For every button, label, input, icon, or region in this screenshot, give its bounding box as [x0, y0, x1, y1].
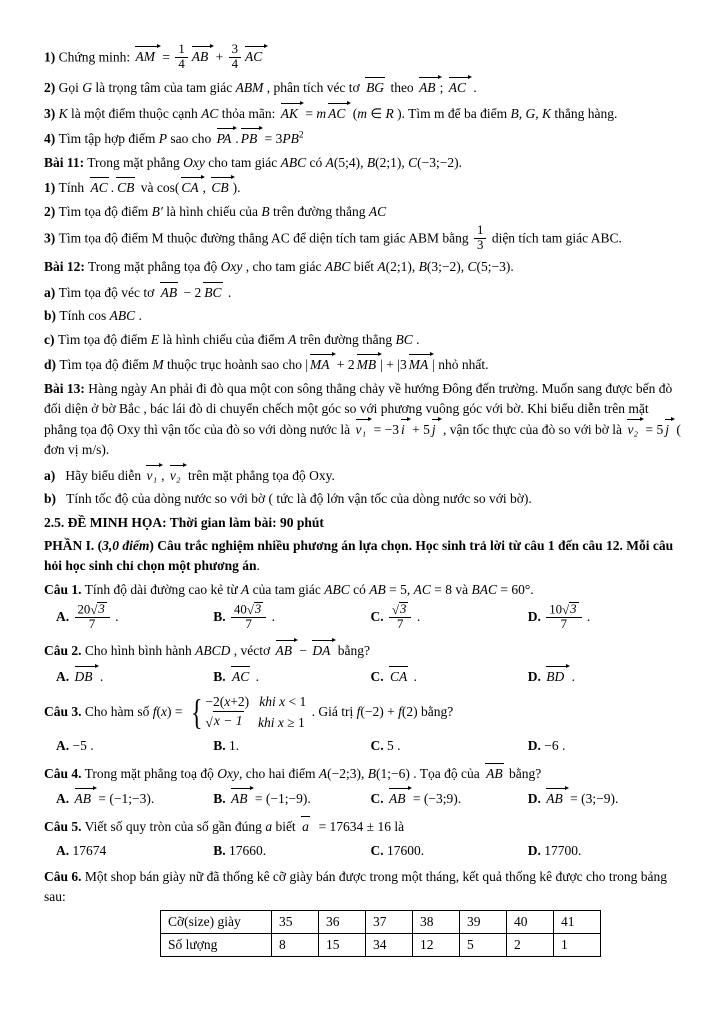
statement-1: 1) Chứng minh: AM = $\frac{1}{4}$ AB + $\frac{3}{4}$ AC: [44, 44, 685, 73]
cau1-options: [44, 603, 685, 633]
answer-option: C. 5 .: [370, 737, 401, 753]
bai11-q1: 1) Tính AC . CB và cos( CA , CB ).: [44, 176, 685, 198]
cau2-question: Câu 2. Cho hình bình hành ABCD , véctơ AB − DA bằng?: [44, 639, 685, 661]
table-cell: 37: [366, 911, 413, 934]
bai12-d: d) Tìm tọa độ điểm M thuộc trục hoành sao cho | MA + 2 MB | + |3 MA | nhỏ nhất.: [44, 353, 685, 375]
table-cell: 40: [507, 911, 554, 934]
table-cell: 38: [413, 911, 460, 934]
answer-option: B. 17660.: [213, 842, 267, 858]
table-cell: 15: [319, 934, 366, 957]
cau1-question: Câu 1. Tính độ dài đường cao kẻ từ A của tam giác ABC có AB = 5, AC = 8 và BAC = 60°.: [44, 581, 534, 597]
table-cell: 8: [272, 934, 319, 957]
de-minh-hoa-heading: 2.5. ĐỀ MINH HỌA: Thời gian làm bài: 90 phút: [44, 514, 324, 530]
answer-option: A. AB = (−1;−3).: [56, 787, 213, 809]
bai11-q3: 3) Tìm tọa độ điểm M thuộc đường thẳng AC để diện tích tam giác ABM bằng $\frac{1}{3}$ diện tích tam giác ABC.: [44, 223, 622, 252]
answer-option: C. 17600.: [370, 842, 425, 858]
bai12-a: a) Tìm tọa độ véc tơ AB − 2 BC .: [44, 281, 685, 303]
table-cell: 34: [366, 934, 413, 957]
cau4-options: [44, 787, 685, 809]
bai11-q2: 2) Tìm tọa độ điểm B′ là hình chiếu của B trên đường thẳng AC: [44, 203, 387, 219]
bai12-c: c) Tìm tọa độ điểm E là hình chiếu của điểm A trên đường thẳng BC .: [44, 331, 420, 347]
table-cell: 41: [554, 911, 601, 934]
table-row: [161, 911, 601, 934]
statement-4: 4) Tìm tập hợp điểm P sao cho PA . PB = $3PB^2$: [44, 127, 685, 149]
cau5-options: [44, 841, 685, 861]
answer-option: D. −6 .: [527, 737, 566, 753]
cau2-options: [44, 665, 685, 687]
answer-option: B. AC .: [213, 665, 370, 687]
cau5-question: Câu 5. Viết số quy tròn của số gần đúng a biết a = 17634 ± 16 là: [44, 815, 685, 837]
answer-option: A. 17674: [56, 842, 107, 858]
cau4-question: Câu 4. Trong mặt phẳng toạ độ Oxy, cho hai điểm A(−2;3), B(1;−6) . Tọa độ của AB bằng?: [44, 762, 685, 784]
cau6-size-table: [160, 910, 685, 957]
answer-option: B. AB = (−1;−9).: [213, 787, 370, 809]
table-cell: 5: [460, 934, 507, 957]
table-row: [161, 934, 601, 957]
table-cell: 36: [319, 911, 366, 934]
cau3-question: Câu 3. Cho hàm số f(x) = { −2(x+2) khi x < 1 √ x − 1 khi x ≥ 1 . Giá trị f(−2) + f(2) bằng?: [44, 692, 454, 733]
answer-option: D. BD .: [528, 665, 685, 687]
answer-option: C. √ 3 7 .: [370, 602, 421, 632]
bai13-a: a) Hãy biểu diễn v₁ , v₂ trên mặt phẳng tọa độ Oxy.: [44, 464, 685, 486]
bai12-intro: Bài 12: Trong mặt phẳng tọa độ Oxy , cho tam giác ABC biết A(2;1), B(3;−2), C(5;−3).: [44, 259, 514, 275]
bai13-b: b) Tính tốc độ của dòng nước so với bờ ( tức là độ lớn vận tốc của dòng nước so với bờ).: [44, 491, 532, 507]
answer-option: A. DB .: [56, 665, 213, 687]
answer-option: D. 10 √ 3 7 .: [527, 602, 591, 632]
bai13-intro: Bài 13: Hàng ngày An phải đi đò qua một con sông thẳng chảy về hướng Đông đến trường. Muốn sang được bến đò đối diện ở bờ Bắc , bác lái đò di chuyển chếch một góc so với phương vuông góc với bờ. Khi biểu diễn trên mặt phẳng tọa độ Oxy thì vận tốc của đò so với dòng nước là v₁ = −3 i + 5 j , vận tốc thực của đò so với bờ là v₂ = 5 j ( đơn vị m/s).: [44, 380, 681, 458]
cau6-question: Câu 6. Một shop bán giày nữ đã thống kê cỡ giày bán được trong một tháng, kết quả thống kê được cho trong bảng sau:: [44, 868, 668, 904]
statement-3: 3) K là một điểm thuộc cạnh AC thỏa mãn: AK = m AC (m ∈ R ). Tìm m để ba điểm B, G, K thẳng hàng.: [44, 102, 685, 124]
answer-option: B. 1.: [213, 737, 240, 753]
bai11-intro: Bài 11: Trong mặt phẳng Oxy cho tam giác ABC có A(5;4), B(2;1), C(−3;−2).: [44, 154, 462, 170]
document-body: [44, 44, 685, 957]
table-cell: 1: [554, 934, 601, 957]
answer-option: D. AB = (3;−9).: [528, 787, 685, 809]
bai12-b: b) Tính cos ABC .: [44, 308, 142, 324]
table-cell: Cỡ(size) giày: [161, 911, 272, 934]
table-cell: 2: [507, 934, 554, 957]
phan1-heading: PHẦN I. (3,0 điểm) Câu trắc nghiệm nhiều phương án lựa chọn. Học sinh trả lời từ câu 1 đến câu 12. Mỗi câu hỏi học sinh chỉ chọn một phương án.: [44, 538, 674, 574]
table-cell: 12: [413, 934, 460, 957]
table-cell: 39: [460, 911, 507, 934]
answer-option: D. 17700.: [527, 842, 582, 858]
cau3-options: [44, 736, 685, 756]
table-cell: 35: [272, 911, 319, 934]
answer-option: B. 40 √ 3 7 .: [213, 602, 276, 632]
answer-option: A. −5 .: [56, 737, 94, 753]
table-cell: Số lượng: [161, 934, 272, 957]
answer-option: C. CA .: [371, 665, 528, 687]
statement-2: 2) Gọi G là trọng tâm của tam giác ABM , phân tích véc tơ BG theo AB ; AC .: [44, 76, 685, 98]
answer-option: A. 20 √ 3 7 .: [56, 602, 119, 632]
answer-option: C. AB = (−3;9).: [371, 787, 528, 809]
